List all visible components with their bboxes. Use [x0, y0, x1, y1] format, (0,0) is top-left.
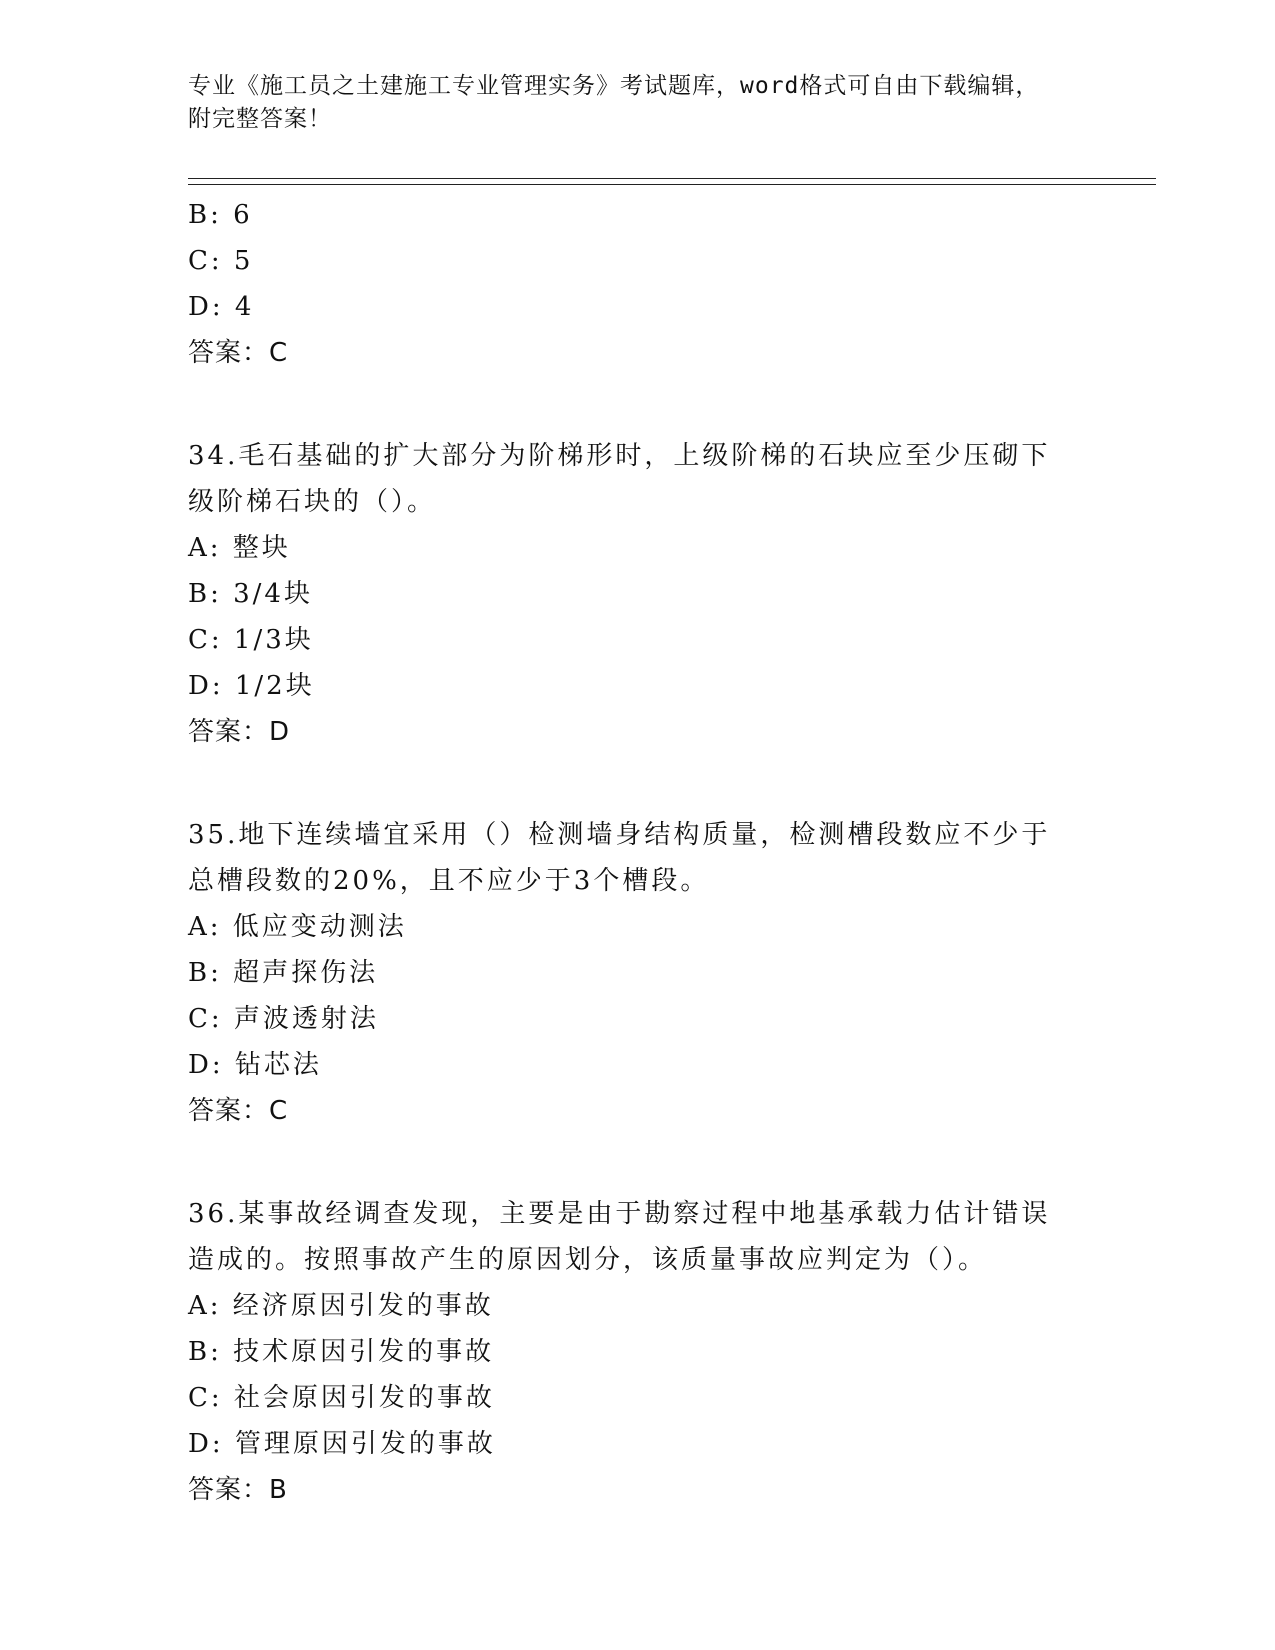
- option-d: D: 1/2块: [188, 671, 315, 701]
- question-text: 35.地下连续墙宜采用（）检测墙身结构质量，检测槽段数应不少于总槽段数的20%，且不应少于3个槽段。: [188, 820, 1051, 896]
- question-list: [188, 192, 1088, 1513]
- question-36: [188, 1191, 1088, 1513]
- page-header: [188, 70, 1088, 136]
- option-a: A: 整块: [188, 533, 291, 563]
- option-c: C: 声波透射法: [188, 1004, 379, 1034]
- option-c: C: 5: [188, 246, 254, 276]
- answer: 答案：D: [188, 717, 291, 747]
- answer: 答案：B: [188, 1475, 288, 1505]
- option-b: B: 超声探伤法: [188, 958, 379, 988]
- question-34: [188, 433, 1088, 755]
- question-35: [188, 812, 1088, 1134]
- option-a: A: 低应变动测法: [188, 912, 407, 942]
- option-b: B: 3/4块: [188, 579, 313, 609]
- question-text: 34.毛石基础的扩大部分为阶梯形时，上级阶梯的石块应至少压砌下级阶梯石块的（）。: [188, 441, 1051, 517]
- header-line-1: 专业《施工员之土建施工专业管理实务》考试题库，word格式可自由下载编辑，: [188, 73, 1040, 99]
- option-d: D: 4: [188, 292, 255, 322]
- header-divider: [188, 178, 1156, 185]
- answer: 答案：C: [188, 1096, 289, 1126]
- option-c: C: 1/3块: [188, 625, 314, 655]
- option-b: B: 技术原因引发的事故: [188, 1337, 495, 1367]
- answer: 答案：C: [188, 338, 289, 368]
- option-a: A: 经济原因引发的事故: [188, 1291, 494, 1321]
- option-b: B: 6: [188, 200, 253, 230]
- question-text: 36.某事故经调查发现，主要是由于勘察过程中地基承载力估计错误造成的。按照事故产生的原因划分，该质量事故应判定为（）。: [188, 1199, 1051, 1275]
- question-33-tail: [188, 192, 1088, 376]
- option-d: D: 管理原因引发的事故: [188, 1429, 496, 1459]
- option-d: D: 钻芯法: [188, 1050, 322, 1080]
- header-line-2: 附完整答案！: [188, 106, 332, 132]
- option-c: C: 社会原因引发的事故: [188, 1383, 495, 1413]
